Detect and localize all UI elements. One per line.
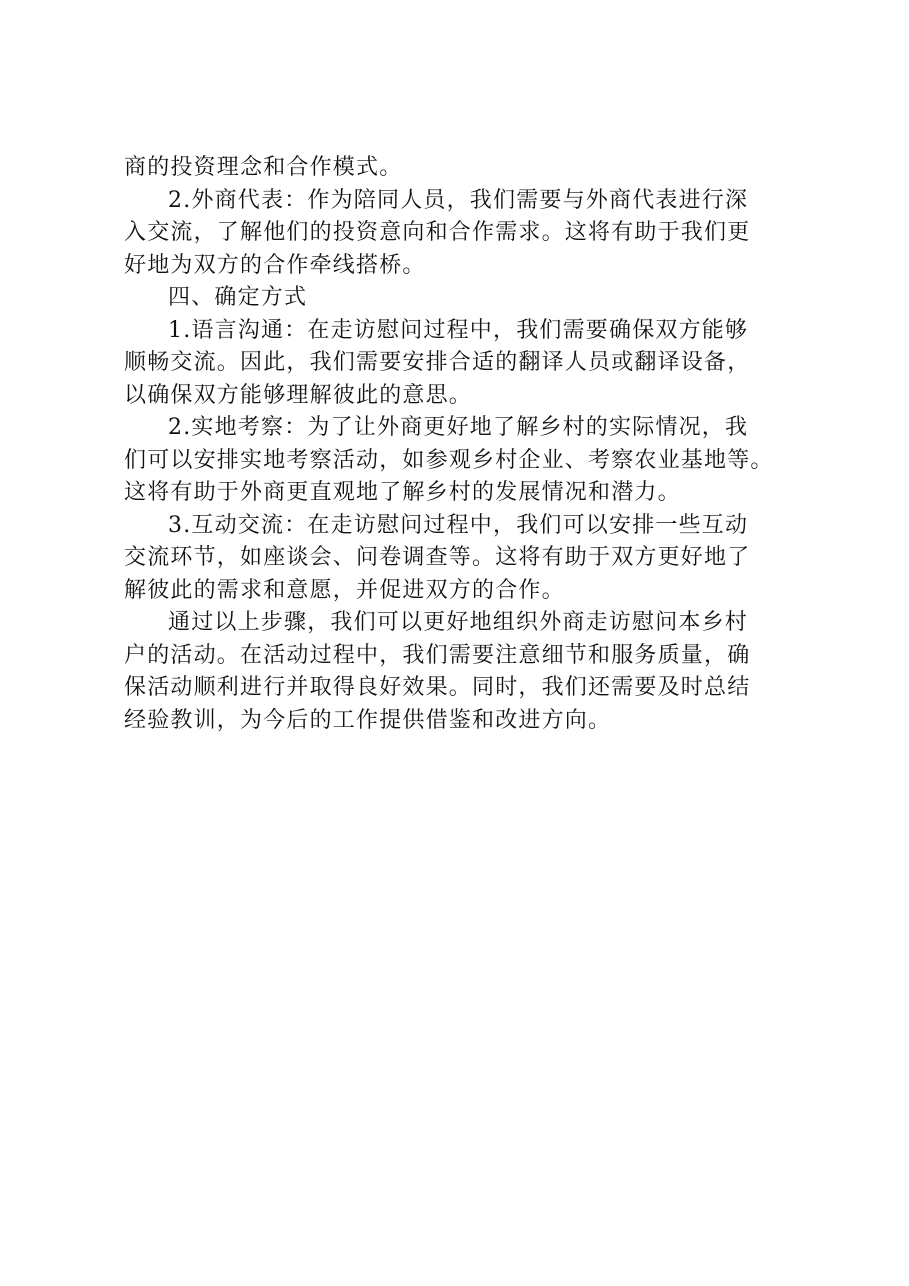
text-line: 们可以安排实地考察活动，如参观乡村企业、考察农业基地等。 <box>124 447 774 473</box>
text-line: 2.外商代表：作为陪同人员，我们需要与外商代表进行深 <box>168 187 749 213</box>
text-line: 好地为双方的合作牵线搭桥。 <box>124 252 426 278</box>
text-line: 商的投资理念和合作模式。 <box>124 155 403 180</box>
text-line: 这将有助于外商更直观地了解乡村的发展情况和潜力。 <box>124 480 681 505</box>
text-line: 户的活动。在活动过程中，我们需要注意细节和服务质量，确 <box>124 642 751 668</box>
text-line: 2.实地考察：为了让外商更好地了解乡村的实际情况，我 <box>168 415 749 440</box>
text-line: 3.互动交流：在走访慰问过程中，我们可以安排一些互动 <box>168 512 749 538</box>
text-line: 经验教训，为今后的工作提供借鉴和改进方向。 <box>124 707 612 733</box>
text-line: 1.语言沟通：在走访慰问过程中，我们需要确保双方能够 <box>168 317 749 343</box>
text-line: 通过以上步骤，我们可以更好地组织外商走访慰问本乡村 <box>168 610 749 635</box>
text-line: 顺畅交流。因此，我们需要安排合适的翻译人员或翻译设备， <box>124 350 751 375</box>
section-heading: 四、确定方式 <box>168 285 308 310</box>
text-line: 交流环节，如座谈会、问卷调查等。这将有助于双方更好地了 <box>124 545 751 570</box>
text-line: 保活动顺利进行并取得良好效果。同时，我们还需要及时总结 <box>124 675 751 700</box>
text-line: 入交流，了解他们的投资意向和合作需求。这将有助于我们更 <box>124 220 751 245</box>
document-body <box>124 152 814 737</box>
text-line: 解彼此的需求和意愿，并促进双方的合作。 <box>124 577 565 603</box>
text-line: 以确保双方能够理解彼此的意思。 <box>124 382 473 408</box>
